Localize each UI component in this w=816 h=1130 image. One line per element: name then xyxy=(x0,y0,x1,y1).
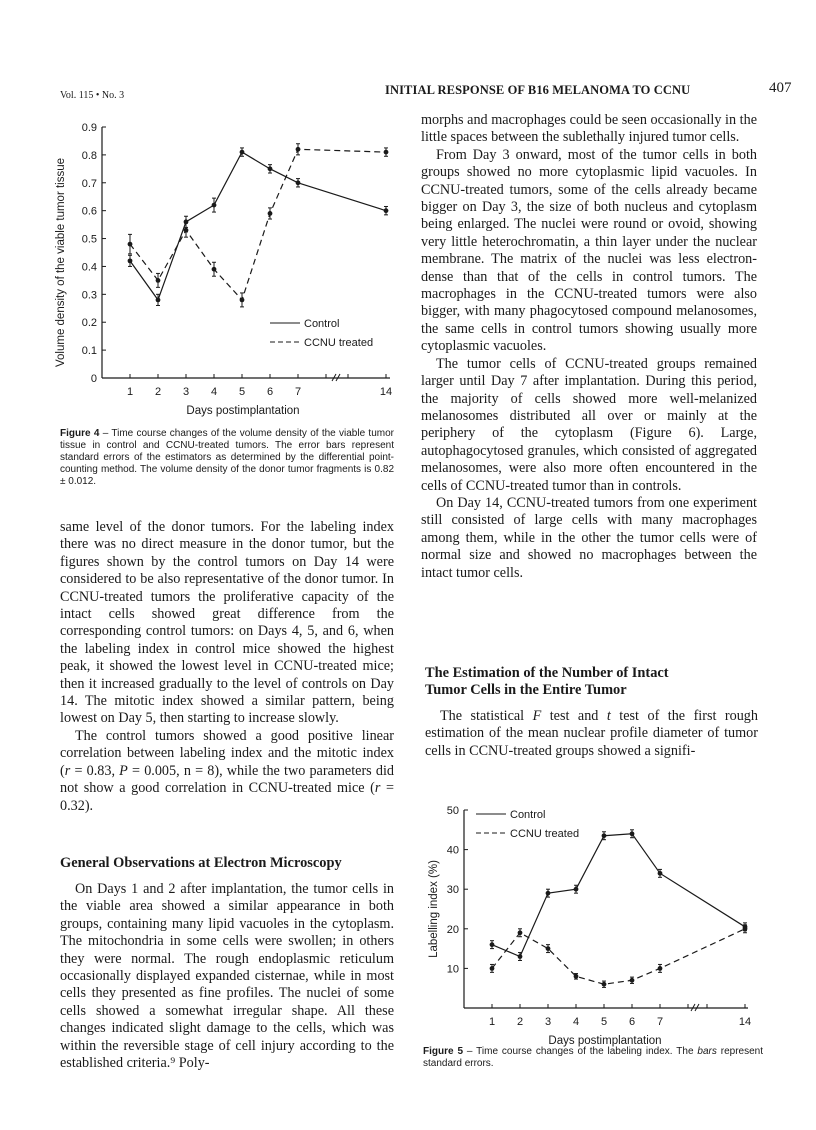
x-axis-label: Days postimplantation xyxy=(548,1035,662,1047)
figure-5-caption-text: – Time course changes of the labeling index. The xyxy=(463,1046,698,1057)
section-heading-electron-microscopy: General Observations at Electron Microscopy xyxy=(60,855,342,871)
data-point xyxy=(518,954,523,959)
x-tick-label: 4 xyxy=(210,386,218,398)
data-point xyxy=(602,982,607,987)
paragraph: same level of the donor tumors. For the labeling index there was no direct measure in the donor tumor, but the figures shown by the control tumors on Day 14 were considered to be also representative of the donor tumor. In CCNU-treated tumors the proliferative capacity of the intact cells showed great difference from the corresponding control tumors: on Days 4, 5, and 6, when the labeling index in control mice showed the highest peak, it showed the lowest level in CCNU-treated mice; then it increased gradually to the level of controls on Day 14. The mitotic index showed a similar pattern, being lowest on Day 5, then starting to increase slowly. xyxy=(60,519,394,727)
paragraph: From Day 3 onward, most of the tumor cells in both groups showed no more cytoplasmic lipid vacuoles. In CCNU-treated tumors, some of the cells already became bigger on Day 3, the size of both nucleus and cytoplasm being enlarged. The nuclei were round or ovoid, showing very little heterochromatin, a thin layer under the nuclear membrane. The matrix of the nuclei was less electron-dense than that of the cells in control tumors. The macrophages in the CCNU-treated tumors were also bigger, with many phagocytosed compound melanosomes, the same cells in control tumors showing usually more cytoplasmic vacuoles. xyxy=(421,146,757,355)
data-point xyxy=(156,298,161,303)
text: = 0.005, n = 8), while the two parameters did not show a good correlation in CCNU-treated mice ( xyxy=(60,762,394,797)
data-point xyxy=(212,203,217,208)
data-point xyxy=(630,831,635,836)
x-tick-label: 5 xyxy=(238,386,246,398)
left-column-lower xyxy=(60,881,394,1072)
section-heading-line: The Estimation of the Number of Intact xyxy=(425,665,669,681)
data-point xyxy=(630,978,635,983)
y-tick-label: 0 xyxy=(90,373,97,385)
x-tick-label: 5 xyxy=(600,1016,608,1028)
data-point xyxy=(128,258,133,263)
data-point xyxy=(240,298,245,303)
data-point xyxy=(658,966,663,971)
paragraph xyxy=(425,708,758,760)
x-tick-label: 1 xyxy=(488,1016,496,1028)
figure-4-chart xyxy=(50,112,395,422)
figure-5-chart xyxy=(410,790,790,1047)
data-point xyxy=(384,150,389,155)
text: P xyxy=(119,762,128,779)
running-title: INITIAL RESPONSE OF B16 MELANOMA TO CCNU xyxy=(385,83,691,97)
legend-label: CCNU treated xyxy=(304,337,374,349)
data-point xyxy=(546,891,551,896)
y-tick-label: 0.6 xyxy=(81,205,97,218)
y-tick-label: 0.4 xyxy=(81,261,97,274)
x-tick-label: 3 xyxy=(544,1016,552,1028)
x-tick-label: 14 xyxy=(738,1016,752,1028)
data-point xyxy=(490,942,495,947)
right-column xyxy=(421,112,757,582)
x-tick-label: 6 xyxy=(266,386,274,398)
left-column xyxy=(60,519,394,815)
paragraph: The tumor cells of CCNU-treated groups remained larger until Day 7 after implantation. During this period, the majority of cells showed more well-melanized melanosomes distributed all over or mainly at the periphery of the cytoplasm (Figure 6). Large, autophagocytosed granules, which consisted of aggregated melanosomes, were also more often encountered in the cells of CCNU-treated tumor than in controls. xyxy=(421,355,757,494)
data-point xyxy=(574,887,579,892)
data-point xyxy=(546,946,551,951)
y-tick-label: 10 xyxy=(446,963,459,976)
paragraph: morphs and macrophages could be seen occasionally in the little spaces between the sublethally injured tumor cells. xyxy=(421,112,757,146)
text: = 0.83, xyxy=(70,762,120,779)
series-line-ccnu-treated xyxy=(492,929,745,984)
text: The control tumors showed a good positive linear correlation between labeling index and the mitotic index ( xyxy=(60,727,394,779)
series-line-ccnu-treated xyxy=(130,149,386,300)
data-point xyxy=(268,166,273,171)
y-tick-label: 0.1 xyxy=(81,345,97,358)
text: t xyxy=(606,708,611,724)
data-point xyxy=(212,267,217,272)
data-point xyxy=(296,180,301,185)
figure-5-label: Figure 5 xyxy=(423,1046,464,1057)
y-tick-label: 0.8 xyxy=(81,149,97,162)
right-column-lower xyxy=(425,708,758,760)
x-tick-label: 2 xyxy=(516,1016,524,1028)
x-tick-label: 7 xyxy=(656,1016,664,1028)
page-number: 407 xyxy=(769,80,792,96)
x-tick-label: 3 xyxy=(182,386,190,398)
data-point xyxy=(658,871,663,876)
text: test and xyxy=(541,708,607,724)
y-axis-label: Labelling index (%) xyxy=(428,860,440,958)
y-tick-label: 20 xyxy=(446,923,459,936)
figure-5-caption-text: represent standard errors. xyxy=(423,1046,763,1069)
journal-volume: Vol. 115 • No. 3 xyxy=(60,90,125,101)
data-point xyxy=(743,926,748,931)
data-point xyxy=(240,150,245,155)
figure-4-caption xyxy=(60,428,394,488)
y-tick-label: 50 xyxy=(446,805,459,817)
data-point xyxy=(574,974,579,979)
text: = 0.32). xyxy=(60,780,394,814)
data-point xyxy=(268,211,273,216)
y-tick-label: 0.9 xyxy=(81,122,97,134)
figure-4-caption-text: – Time course changes of the volume density of the viable tumor tissue in control and CCNU-treated tumors. The error bars represent standard errors of the estimators as determined by the differential point-counting method. The volume density of the donor tumor fragments is 0.82 ± 0.012. xyxy=(60,428,394,487)
data-point xyxy=(156,278,161,283)
data-point xyxy=(184,228,189,233)
paragraph: On Days 1 and 2 after implantation, the tumor cells in the viable area showed a similar appearance in both groups, containing many lipid vacuoles in the cytoplasm. The mitochondria in some cells were swollen; in others they were normal. The rough endoplasmic reticulum occasionally displayed expanded cisternae, while in most cells they presented as fine profiles. The nuclei of some cells showed a somewhat irregular shape. All these changes indicated slight damage to the cells, which was within the reversible stage of cell injury according to the established criteria.⁹ Poly- xyxy=(60,881,394,1072)
section-heading-line: Tumor Cells in the Entire Tumor xyxy=(425,682,627,699)
paragraph xyxy=(60,728,394,815)
text: r xyxy=(64,762,71,779)
data-point xyxy=(296,147,301,152)
legend-label: Control xyxy=(304,318,340,330)
x-tick-label: 1 xyxy=(126,386,134,398)
data-point xyxy=(602,833,607,838)
y-tick-label: 0.3 xyxy=(81,289,97,302)
paragraph: On Day 14, CCNU-treated tumors from one experiment still consisted of large cells with many macrophages among them, while in the other the tumor cells were of normal size and showed no macrophages between the intact tumor cells. xyxy=(421,494,757,581)
data-point xyxy=(518,930,523,935)
x-tick-label: 7 xyxy=(294,386,302,398)
x-tick-label: 2 xyxy=(154,386,162,398)
y-tick-label: 30 xyxy=(446,884,459,897)
y-tick-label: 0.2 xyxy=(81,317,97,330)
text: test of the first rough estimation of the mean nuclear profile diameter of tumor cells in CCNU-treated groups showed a signifi- xyxy=(425,708,758,759)
y-tick-label: 0.7 xyxy=(81,177,97,190)
legend-label: CCNU treated xyxy=(510,828,580,840)
y-tick-label: 40 xyxy=(446,844,459,857)
figure-4-label: Figure 4 xyxy=(60,428,100,439)
legend-label: Control xyxy=(510,809,546,821)
data-point xyxy=(384,208,389,213)
figure-5-caption-text: bars xyxy=(697,1046,717,1057)
data-point xyxy=(128,242,133,247)
x-tick-label: 6 xyxy=(628,1016,636,1028)
x-tick-label: 14 xyxy=(379,386,393,398)
figure-5-caption xyxy=(423,1046,763,1070)
x-axis-label: Days postimplantation xyxy=(186,405,300,417)
section-heading-intact-cells xyxy=(425,665,669,700)
series-line-control xyxy=(130,152,386,300)
y-axis-label: Volume density of the viable tumor tissue xyxy=(55,157,67,368)
x-tick-label: 4 xyxy=(572,1016,580,1028)
y-tick-label: 0.5 xyxy=(81,233,97,246)
text: The statistical xyxy=(440,708,533,724)
data-point xyxy=(490,966,495,971)
series-line-control xyxy=(492,834,745,957)
text: F xyxy=(532,708,542,724)
text: r xyxy=(374,780,381,797)
